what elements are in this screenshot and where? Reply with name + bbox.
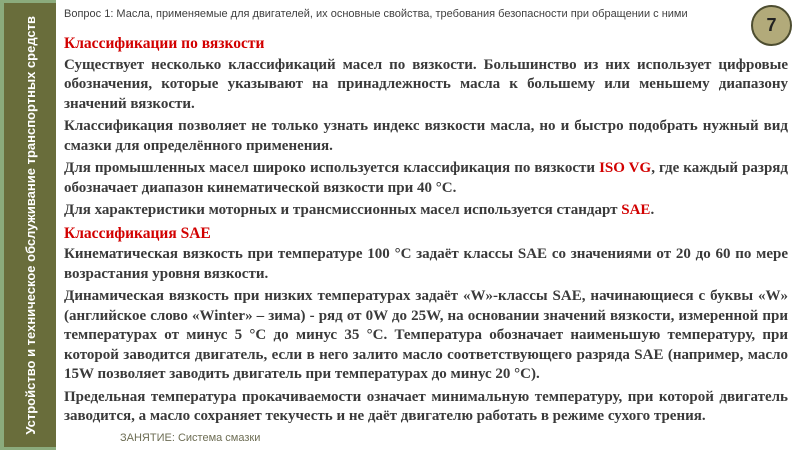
text-run: . [650, 202, 655, 218]
text-run: Предельная температура прокачиваемости означает минимальную температуру, при которой двигатель заводится, а масло сохраняет текучесть и не даёт двигателю работать в режиме сухого трения. [64, 388, 788, 424]
slide-body [64, 34, 788, 427]
highlighted-term: ISO VG [599, 160, 652, 176]
slide-footer: ЗАНЯТИЕ: Система смазки [120, 432, 261, 444]
slide-header-title: Вопрос 1: Масла, применяемые для двигателей, их основные свойства, требования безопасности при обращении с ними [64, 8, 688, 20]
sidebar [0, 0, 56, 450]
text-run: , где каждый разряд обозначает диапазон кинематической вязкости при 40 °С. [64, 160, 788, 196]
text-run: Динамическая вязкость при низких температурах задаёт «W»-классы SAE, начинающиеся с буквы «W» (английское слово «Winter» – зима) - ряд от 0W до 25W, на основании значений вязкости, измеренной при температурах от минус 5 °С до минус 35 °С. Температура обозначает наименьшую температуру, при которой заводится двигатель, если в него залито масло соответствующего разряда SAE (например, масло 15W позволяет заводить двигатель при температурах до минус 20 °С). [64, 288, 788, 382]
body-paragraph [64, 117, 788, 156]
text-run: Классификация позволяет не только узнать индекс вязкости масла, но и быстро подобрать нужный вид смазки для определённого применения. [64, 118, 788, 154]
section-heading [64, 34, 788, 54]
sidebar-title: Устройство и техническое обслуживание транспортных средств [22, 15, 38, 435]
page-number-badge [751, 5, 792, 46]
text-run: Существует несколько классификаций масел по вязкости. Большинство из них использует цифровые обозначения, которые указывают на принадлежность масла к большему или меньшему диапазону значений вязкости. [64, 56, 788, 112]
highlighted-term: SAE [621, 202, 651, 218]
text-run: Кинематическая вязкость при температуре 100 °С задаёт классы SAE со значениями от 20 до 60 по мере возрастания уровня вязкости. [64, 246, 788, 282]
body-paragraph [64, 201, 788, 221]
highlighted-term: Классификация SAE [64, 224, 211, 242]
slide-content [56, 0, 800, 450]
section-heading [64, 224, 788, 244]
body-paragraph [64, 245, 788, 284]
page-number: 7 [766, 15, 777, 35]
body-paragraph [64, 388, 788, 427]
text-run: Для характеристики моторных и трансмиссионных масел используется стандарт [64, 202, 622, 218]
highlighted-term: Классификации по вязкости [64, 35, 265, 52]
body-paragraph [64, 287, 788, 385]
body-paragraph [64, 159, 788, 198]
body-paragraph [64, 56, 788, 115]
text-run: Для промышленных масел широко используется классификация по вязкости [64, 160, 600, 176]
